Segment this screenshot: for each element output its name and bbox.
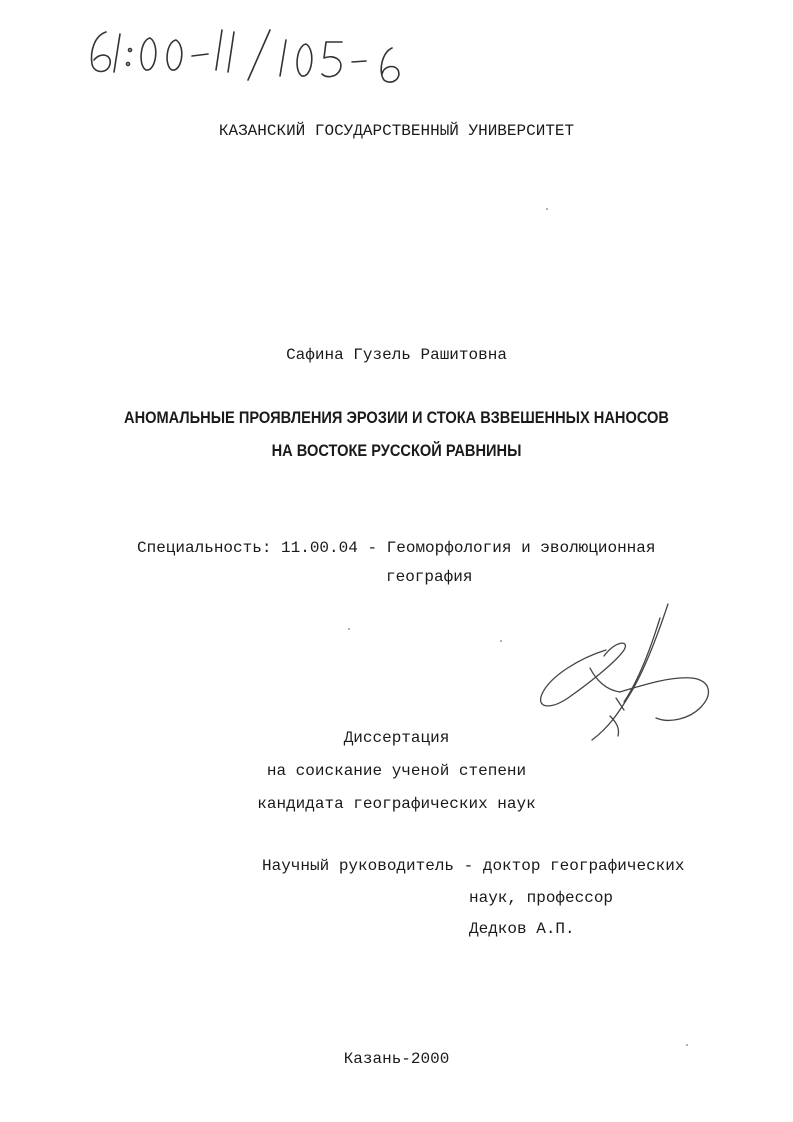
specialty-line-2: география bbox=[386, 568, 473, 586]
specialty-line-1: Специальность: 11.00.04 - Геоморфология и эволюционная bbox=[137, 539, 656, 557]
advisor-line-1: Научный руководитель - доктор географических bbox=[262, 857, 685, 875]
scan-speck bbox=[500, 640, 502, 642]
degree-line-1: на соискание ученой степени bbox=[266, 762, 527, 780]
place-and-year: Казань-2000 bbox=[343, 1050, 450, 1068]
signature bbox=[520, 598, 720, 748]
advisor-name: Дедков А.П. bbox=[469, 920, 575, 938]
advisor-line-2: наук, профессор bbox=[469, 889, 614, 907]
archive-handwritten-mark bbox=[80, 22, 420, 92]
title-line-2: НА ВОСТОКЕ РУССКОЙ РАВНИНЫ bbox=[271, 441, 522, 460]
degree-line-2: кандидата географических наук bbox=[257, 795, 536, 813]
author-name: Сафина Гузель Рашитовна bbox=[286, 346, 507, 364]
university-name: КАЗАНСКИЙ ГОСУДАРСТВЕННЫЙ УНИВЕРСИТЕТ bbox=[218, 122, 575, 140]
scan-speck bbox=[546, 208, 548, 210]
title-line-1: АНОМАЛЬНЫЕ ПРОЯВЛЕНИЯ ЭРОЗИИ И СТОКА ВЗВЕШЕННЫХ НАНОСОВ bbox=[124, 408, 669, 427]
scan-speck bbox=[348, 628, 350, 630]
scan-speck bbox=[686, 1044, 688, 1046]
dissertation-label: Диссертация bbox=[343, 729, 450, 747]
